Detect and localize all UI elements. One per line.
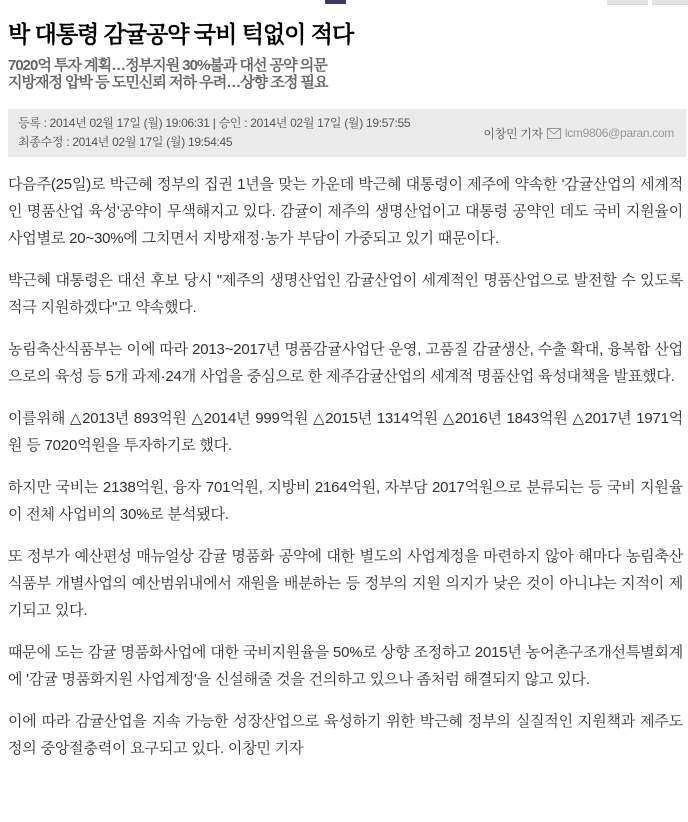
reporter-info	[483, 125, 676, 142]
article-paragraph: 하지만 국비는 2138억원, 융자 701억원, 지방비 2164억원, 자부담 2017억원으로 분류되는 등 국비 지원율이 전체 사업비의 30%로 분석됐다.	[8, 479, 683, 523]
top-accent-fragment	[325, 0, 346, 4]
meta-dates-line2: 최종수정 : 2014년 02월 17일 (월) 19:54:45	[18, 135, 233, 149]
reporter-name: 이창민 기자	[483, 126, 543, 141]
article-paragraph: 박근혜 대통령은 대선 후보 당시 "제주의 생명산업인 감귤산업이 세계적인 명품산업으로 발전할 수 있도록 적극 지원하겠다"고 약속했다.	[8, 272, 683, 316]
meta-dates-line1: 등록 : 2014년 02월 17일 (월) 19:06:31 | 승인 : 2014년 02월 17일 (월) 19:57:55	[18, 116, 411, 130]
article-body	[8, 171, 683, 762]
article-paragraph: 농림축산식품부는 이에 따라 2013~2017년 명품감귤사업단 운영, 고품질 감귤생산, 수출 확대, 융복합 산업으로의 육성 등 5개 과제·24개 사업을 중심으로 한 제주감귤산업의 세계적 명품산업 육성대책을 발표했다.	[8, 341, 683, 385]
top-button-fragment-left[interactable]	[607, 0, 648, 5]
reporter-email-link[interactable]: lcm9806@paran.com	[564, 126, 674, 140]
article-meta-box	[8, 109, 686, 157]
envelope-icon	[547, 128, 561, 139]
article-title: 박 대통령 감귤공약 국비 턱없이 적다	[8, 21, 354, 47]
top-button-fragment-right[interactable]	[652, 0, 688, 5]
article-paragraph: 때문에 도는 감귤 명품화사업에 대한 국비지원율을 50%로 상향 조정하고 2015년 농어촌구조개선특별회계에 '감귤 명품화지원 사업계정'을 신설해줄 것을 건의하고 있으나 좀처럼 해결되지 않고 있다.	[8, 644, 683, 688]
article-paragraph: 다음주(25일)로 박근혜 정부의 집권 1년을 맞는 가운데 박근혜 대통령이 제주에 약속한 '감귤산업의 세계적인 명품산업 육성'공약이 무색해지고 있다. 감귤이 제주의 생명산업이고 대통령 공약인 데도 국비 지원율이 사업별로 20~30%에 그치면서 지방재정·농가 부담이 가중되고 있기 때문이다.	[8, 176, 683, 247]
article-paragraph: 이를위해 △2013년 893억원 △2014년 999억원 △2015년 1314억원 △2016년 1843억원 △2017년 1971억원 등 7020억원을 투자하기로 했다.	[8, 410, 683, 454]
subtitle-line-2: 지방재정 압박 등 도민신뢰 저하 우려…상향 조정 필요	[8, 74, 328, 91]
article-paragraph: 이에 따라 감귤산업을 지속 가능한 성장산업으로 육성하기 위한 박근혜 정부의 실질적인 지원책과 제주도정의 중앙절충력이 요구되고 있다. 이창민 기자	[8, 713, 683, 757]
subtitle-line-1: 7020억 투자 계획…정부지원 30%불과 대선 공약 의문	[8, 57, 327, 74]
meta-dates	[18, 114, 410, 152]
article-subtitle	[8, 57, 683, 91]
article-paragraph: 또 정부가 예산편성 매뉴얼상 감귤 명품화 공약에 대한 별도의 사업계정을 마련하지 않아 해마다 농림축산식품부 개별사업의 예산범위내에서 재원을 배분하는 등 정부의 지원 의지가 낮은 것이 아니냐는 지적이 제기되고 있다.	[8, 548, 683, 619]
